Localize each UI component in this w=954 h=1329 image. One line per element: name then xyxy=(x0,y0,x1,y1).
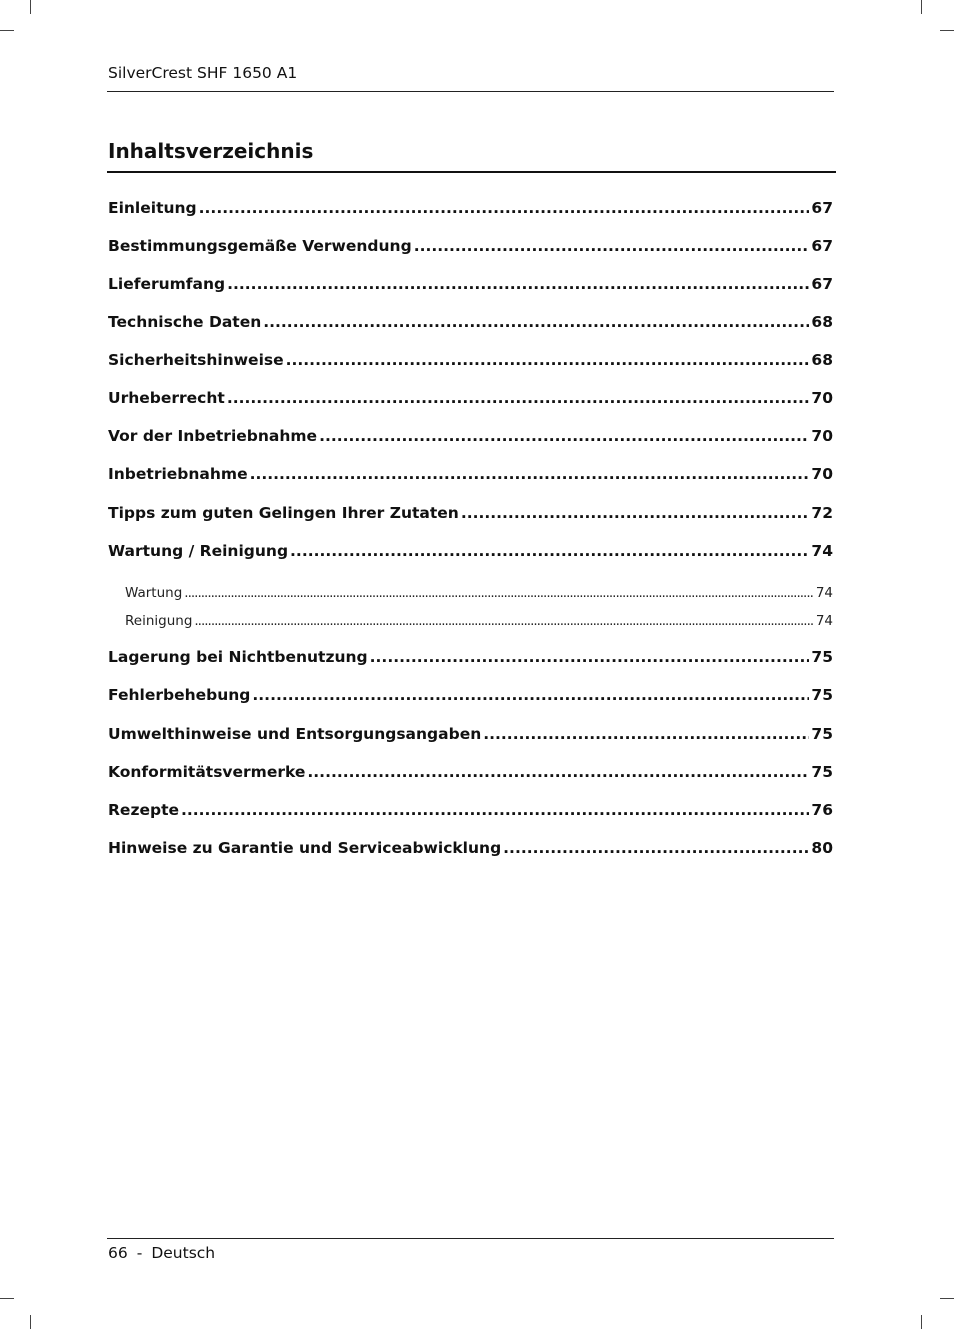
toc-entry-label: Fehlerbehebung xyxy=(108,686,251,704)
running-header: SilverCrest SHF 1650 A1 xyxy=(108,64,298,82)
toc-entry-label: Rezepte xyxy=(108,801,179,819)
toc-entry[interactable] xyxy=(108,348,833,372)
toc-entry-label: Urheberrecht xyxy=(108,389,225,407)
toc-entry[interactable] xyxy=(108,722,833,746)
toc-entry-label: Wartung xyxy=(125,585,183,601)
dot-leader xyxy=(227,386,810,410)
toc-entry-page: 74 xyxy=(815,613,833,629)
toc-title: Inhaltsverzeichnis xyxy=(108,139,314,163)
toc-entry-label: Hinweise zu Garantie und Serviceabwicklung xyxy=(108,839,502,857)
toc-entry-label: Tipps zum guten Gelingen Ihrer Zutaten xyxy=(108,504,459,522)
dot-leader xyxy=(483,722,809,746)
dot-leader xyxy=(290,539,809,563)
dot-leader xyxy=(252,683,809,707)
toc-entry-page: 70 xyxy=(811,389,833,407)
toc-entry-label: Vor der Inbetriebnahme xyxy=(108,427,318,445)
toc-entry-page: 75 xyxy=(811,763,833,781)
footer-divider xyxy=(107,1238,834,1239)
dot-leader xyxy=(414,234,810,258)
dot-leader xyxy=(250,462,810,486)
title-divider xyxy=(107,171,836,173)
dot-leader xyxy=(194,611,813,631)
dot-leader xyxy=(184,583,814,603)
toc-entry-label: Inbetriebnahme xyxy=(108,465,248,483)
crop-mark xyxy=(940,30,954,31)
toc-entry-label: Wartung / Reinigung xyxy=(108,542,289,560)
toc-entry[interactable] xyxy=(108,501,833,525)
toc-entry[interactable] xyxy=(108,539,833,563)
toc-entry[interactable] xyxy=(108,234,833,258)
toc-entry-label: Umwelthinweise und Entsorgungsangaben xyxy=(108,725,482,743)
crop-mark xyxy=(30,0,31,14)
toc-entry-page: 70 xyxy=(811,465,833,483)
toc-entry[interactable] xyxy=(108,196,833,220)
dot-leader xyxy=(181,798,809,822)
toc-entry[interactable] xyxy=(108,424,833,448)
toc-entry-page: 67 xyxy=(811,199,833,217)
toc-entry[interactable] xyxy=(108,645,833,669)
footer-language: Deutsch xyxy=(151,1244,216,1262)
crop-mark xyxy=(921,1315,922,1329)
toc-entry-label: Konformitätsvermerke xyxy=(108,763,306,781)
toc-subentry[interactable] xyxy=(125,611,833,631)
toc-entry-label: Reinigung xyxy=(125,613,193,629)
toc-entry-page: 75 xyxy=(811,725,833,743)
toc-entry-page: 70 xyxy=(811,427,833,445)
toc-entry[interactable] xyxy=(108,310,833,334)
toc-entry-page: 80 xyxy=(811,839,833,857)
header-divider xyxy=(107,91,834,92)
toc-entry-page: 68 xyxy=(811,313,833,331)
toc-entry-page: 74 xyxy=(815,585,833,601)
footer-separator: - xyxy=(136,1244,143,1262)
toc-entry-page: 75 xyxy=(811,648,833,666)
crop-mark xyxy=(30,1315,31,1329)
dot-leader xyxy=(461,501,810,525)
dot-leader xyxy=(307,760,809,784)
toc-subentry[interactable] xyxy=(125,583,833,603)
toc-entry[interactable] xyxy=(108,683,833,707)
toc-entry-label: Bestimmungsgemäße Verwendung xyxy=(108,237,412,255)
page-footer xyxy=(108,1244,215,1262)
page-number: 66 xyxy=(108,1244,128,1262)
crop-mark xyxy=(921,0,922,14)
toc-entry[interactable] xyxy=(108,272,833,296)
dot-leader xyxy=(263,310,809,334)
toc-entry[interactable] xyxy=(108,462,833,486)
toc-entry[interactable] xyxy=(108,836,833,860)
toc-entry-page: 72 xyxy=(811,504,833,522)
toc-entry-label: Lieferumfang xyxy=(108,275,226,293)
dot-leader xyxy=(370,645,810,669)
dot-leader xyxy=(199,196,810,220)
toc-entry-page: 68 xyxy=(811,351,833,369)
toc-entry[interactable] xyxy=(108,760,833,784)
toc-entry-page: 74 xyxy=(811,542,833,560)
crop-mark xyxy=(940,1298,954,1299)
toc-entry-page: 67 xyxy=(811,237,833,255)
toc-entry-page: 75 xyxy=(811,686,833,704)
toc-entry-label: Einleitung xyxy=(108,199,197,217)
dot-leader xyxy=(503,836,809,860)
dot-leader xyxy=(286,348,810,372)
toc-entry-label: Technische Daten xyxy=(108,313,262,331)
toc-entry-label: Sicherheitshinweise xyxy=(108,351,284,369)
toc-entry[interactable] xyxy=(108,386,833,410)
crop-mark xyxy=(0,30,14,31)
dot-leader xyxy=(227,272,809,296)
toc-entry-page: 76 xyxy=(811,801,833,819)
toc-entry-label: Lagerung bei Nichtbenutzung xyxy=(108,648,368,666)
toc-entry[interactable] xyxy=(108,798,833,822)
crop-mark xyxy=(0,1298,14,1299)
toc-entry-page: 67 xyxy=(811,275,833,293)
dot-leader xyxy=(319,424,809,448)
